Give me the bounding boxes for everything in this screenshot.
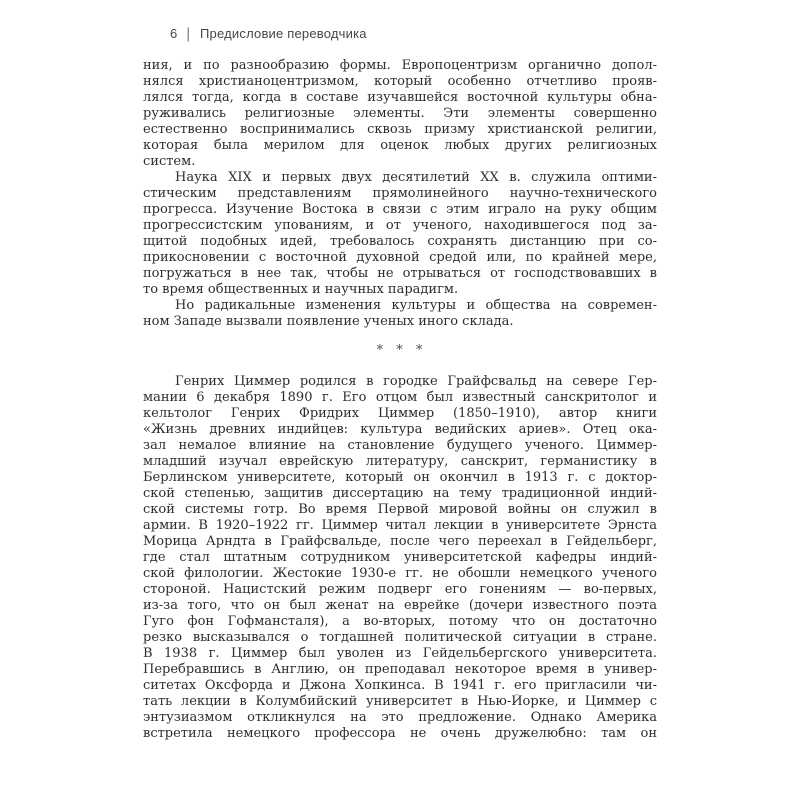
paragraph [143,58,657,170]
text-line: щитой подобных идей, требовалось сохранять дистанцию при со- [143,234,657,249]
text-line: Генрих Циммер родился в городке Грайфсвальд на севере Гер- [175,374,657,389]
text-line: прогрессистским упованиям, и от ученого, находившегося под за- [143,218,657,233]
text-line: ской филологии. Жестокие 1930-е гг. не обошли немецкого ученого [143,566,657,581]
text-line: Берлинском университете, который он окончил в 1913 г. с доктор- [143,470,657,485]
running-title: Предисловие переводчика [200,26,367,41]
text-line: ситетах Оксфорда и Джона Хопкинса. В 1941 г. его пригласили чи- [143,678,657,693]
text-line: погружаться в нее так, чтобы не отрываться от господствовавших в [143,266,657,281]
text-line: ния, и по разнообразию формы. Европоцентризм органично допол- [143,58,657,73]
text-line: систем. [143,154,196,169]
page-number: 6 [170,26,178,41]
text-line: которая была мерилом для оценок любых других религиозных [143,138,657,153]
text-line: прикосновении с восточной духовной средой или, по крайней мере, [143,250,657,265]
text-line: прогресса. Изучение Востока в связи с этим играло на руку общим [143,202,657,217]
text-line: Гуго фон Гофмансталя), а во-вторых, потому что он достаточно [143,614,657,629]
text-line: где стал штатным сотрудником университетской кафедры индий- [143,550,657,565]
text-line: ской системы готр. Во время Первой мировой войны он служил в [143,502,657,517]
text-line: из-за того, что он был женат на еврейке (дочери известного поэта [143,598,657,613]
text-line: ской степенью, защитив диссертацию на тему традиционной индий- [143,486,657,501]
text-line: энтузиазмом откликнулся на это предложение. Однако Америка [143,710,657,725]
text-line: армии. В 1920–1922 гг. Циммер читал лекции в университете Эрнста [143,518,657,533]
paragraph [143,298,657,330]
text-line: «Жизнь древних индийцев: культура ведийских ариев». Отец ока- [143,422,657,437]
text-line: естественно воспринимались сквозь призму христианской религии, [143,122,657,137]
text-line: то время общественных и научных парадигм. [143,282,459,297]
text-line: лялся тогда, когда в составе изучавшейся восточной культуры обна- [143,90,657,105]
text-line: встретила немецкого профессора не очень дружелюбно: там он [143,726,657,741]
text-line: руживались религиозные элементы. Эти элементы совершенно [143,106,657,121]
text-line: Морица Арндта в Грайфсвальде, после чего переехал в Гейдельберг, [143,534,657,549]
text-line: стороной. Нацистский режим подверг его гонениям — во-первых, [143,582,657,597]
text-line: тать лекции в Колумбийский университет в Нью-Йорке, и Циммер с [143,694,657,709]
text-line: стическим представлениям прямолинейного научно-технического [143,186,657,201]
body-text-column [143,58,657,742]
text-line: В 1938 г. Циммер был уволен из Гейдельбергского университета. [143,646,657,661]
text-line: Наука XIX и первых двух десятилетий XX в. служила оптими- [175,170,657,185]
text-line: ном Западе вызвали появление ученых иного склада. [143,314,514,329]
text-line: Перебравшись в Англию, он преподавал некоторое время в универ- [143,662,657,677]
text-line: младший изучал еврейскую литературу, санскрит, германистику в [143,454,657,469]
text-line: мании 6 декабря 1890 г. Его отцом был известный санскритолог и [143,390,657,405]
text-line: нялся христианоцентризмом, который особенно отчетливо прояв- [143,74,657,89]
text-line: Но радикальные изменения культуры и общества на современ- [175,298,657,313]
text-line: кельтолог Генрих Фридрих Циммер (1850–1910), автор книги [143,406,657,421]
text-line: зал немалое влияние на становление будущего ученого. Циммер- [143,438,657,453]
paragraph [143,170,657,298]
running-head [170,26,367,41]
paragraph [143,374,657,742]
section-separator: * * * [376,343,424,358]
text-line: резко высказывался о тогдашней политической ситуации в стране. [143,630,657,645]
header-divider: | [186,24,191,43]
